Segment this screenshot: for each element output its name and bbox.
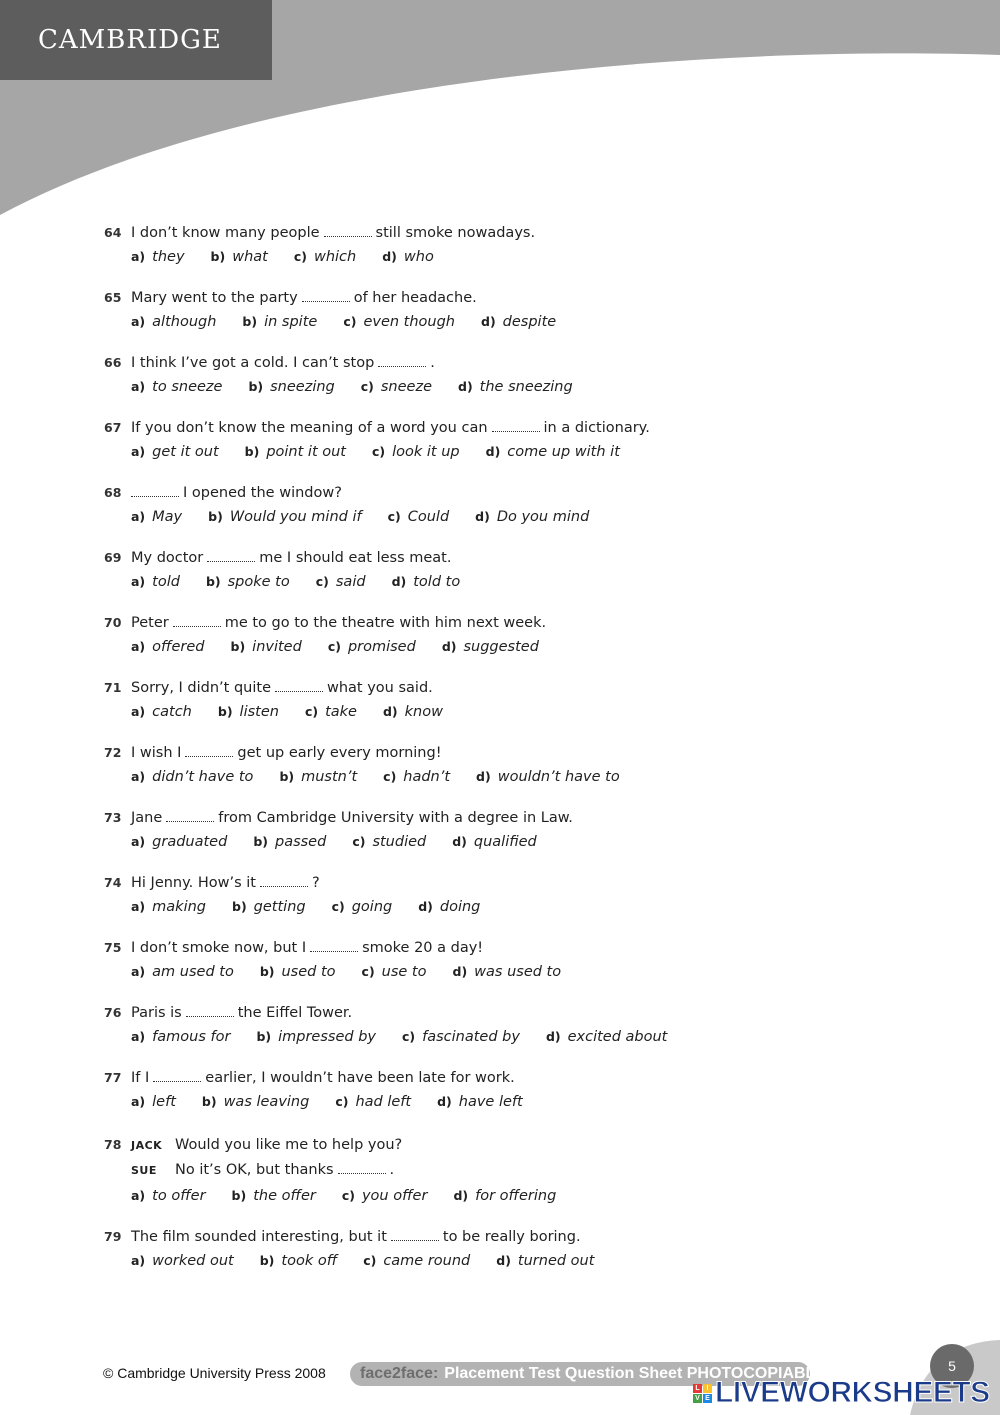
answer-blank[interactable] [378,352,426,367]
question-number: 79 [104,1229,122,1244]
option-a[interactable]: a) didn’t have to [131,769,254,785]
question-72 [104,742,924,790]
question-76 [104,1002,924,1050]
option-d[interactable]: d) the sneezing [458,379,573,395]
question-number: 72 [104,745,122,760]
answer-blank[interactable] [492,417,540,432]
question-number: 73 [104,810,122,825]
option-b[interactable]: b) mustn’t [279,769,358,785]
question-number: 64 [104,225,122,240]
option-a[interactable]: a) graduated [131,834,228,850]
question-text-before: Paris is [131,1005,182,1021]
options-row [131,504,924,530]
dialogue-text-after: . [389,1162,395,1178]
options-row [131,374,924,400]
question-text-after: me to go to the theatre with him next week. [224,615,547,631]
options-row [131,309,924,335]
option-c[interactable]: c) came round [363,1253,471,1269]
option-d[interactable]: d) excited about [545,1029,668,1045]
question-number: 75 [104,940,122,955]
option-b[interactable]: b) took off [259,1253,338,1269]
question-text-after: get up early every morning! [237,745,442,761]
option-b[interactable]: b) getting [232,899,306,915]
option-c[interactable]: c) hadn’t [383,769,451,785]
option-c[interactable]: c) use to [361,964,427,980]
question-78 [104,1132,924,1209]
dialogue-line-sue [131,1158,924,1183]
liveworksheets-wordmark: LIVEWORKSHEETS [715,1376,990,1409]
option-d[interactable]: d) come up with it [485,444,620,460]
answer-blank[interactable] [275,677,323,692]
dialogue-line-jack [131,1133,402,1158]
question-text-after: in a dictionary. [543,420,650,436]
option-b[interactable]: b) used to [259,964,336,980]
option-a[interactable]: a) left [131,1094,176,1110]
question-65 [104,287,924,335]
question-number: 66 [104,355,122,370]
answer-blank[interactable] [185,742,233,757]
options-row [131,244,924,270]
option-d[interactable]: d) who [382,249,434,265]
option-d[interactable]: d) doing [418,899,481,915]
question-text-after: . [430,355,435,371]
question-text-before: The film sounded interesting, but it [131,1229,387,1245]
question-text-after: of her headache. [353,290,477,306]
option-b[interactable]: b) point it out [244,444,346,460]
brand-name: CAMBRIDGE [38,25,222,55]
option-b[interactable]: b) invited [230,639,302,655]
option-c[interactable]: c) even though [343,314,455,330]
answer-blank[interactable] [166,807,214,822]
dialogue-text-before: No it’s OK, but thanks [175,1162,334,1178]
question-67 [104,417,924,465]
options-row [131,569,924,595]
options-row [131,634,924,660]
option-b[interactable]: b) impressed by [256,1029,376,1045]
option-c[interactable]: c) Could [387,509,450,525]
option-b[interactable]: b) Would you mind if [208,509,362,525]
option-a[interactable]: a) get it out [131,444,219,460]
question-text-before: I think I’ve got a cold. I can’t stop [131,355,375,371]
option-c[interactable]: c) sneeze [360,379,432,395]
liveworksheets-mark-icon: L I V E [693,1384,712,1403]
answer-blank[interactable] [302,287,350,302]
option-d[interactable]: d) for offering [453,1188,557,1204]
question-68 [104,482,924,530]
option-a[interactable]: a) famous for [131,1029,231,1045]
option-d[interactable]: d) was used to [452,964,562,980]
question-number: 78 [104,1137,122,1152]
answer-blank[interactable] [310,937,358,952]
option-d[interactable]: d) know [382,704,443,720]
option-c[interactable]: c) take [304,704,357,720]
question-number: 74 [104,875,122,890]
answer-blank[interactable] [207,547,255,562]
option-a[interactable]: a) May [131,509,183,525]
option-d[interactable]: d) Do you mind [475,509,590,525]
option-c[interactable]: c) had left [335,1094,412,1110]
footer-banner-text: Placement Test Question Sheet PHOTOCOPIABLE [444,1365,826,1382]
option-d[interactable]: d) wouldn’t have to [476,769,620,785]
dialogue-text: Would you like me to help you? [175,1137,403,1153]
speaker-jack: JACK [131,1139,163,1152]
option-a[interactable]: a) they [131,249,185,265]
option-a[interactable]: a) to offer [131,1188,206,1204]
question-number: 70 [104,615,122,630]
option-a[interactable]: a) told [131,574,180,590]
option-c[interactable]: c) look it up [372,444,460,460]
question-text-before: If you don’t know the meaning of a word you can [131,420,488,436]
question-text-before: Jane [131,810,163,826]
question-text-after: what you said. [327,680,433,696]
copyright-text: © Cambridge University Press 2008 [103,1365,326,1381]
option-d[interactable]: d) qualified [452,834,537,850]
liveworksheets-logo[interactable] [693,1376,990,1410]
question-text-after: earlier, I wouldn’t have been late for work. [205,1070,515,1086]
option-c[interactable]: c) said [315,574,366,590]
option-c[interactable]: c) which [293,249,357,265]
option-c[interactable]: c) promised [327,639,416,655]
question-text-before: If I [131,1070,150,1086]
option-b[interactable]: b) the offer [231,1188,316,1204]
options-row [131,1024,924,1050]
question-number: 77 [104,1070,122,1085]
answer-blank[interactable] [338,1159,386,1174]
question-73 [104,807,924,855]
question-text-before: Sorry, I didn’t quite [131,680,271,696]
question-text-after: from Cambridge University with a degree in Law. [218,810,573,826]
speaker-sue: SUE [131,1164,157,1177]
option-a[interactable]: a) worked out [131,1253,234,1269]
option-c[interactable]: c) you offer [341,1188,428,1204]
question-70 [104,612,924,660]
option-b[interactable]: b) in spite [242,314,318,330]
options-row [131,959,924,985]
answer-blank[interactable] [391,1226,439,1241]
question-text-before: Peter [131,615,169,631]
option-d[interactable]: d) told to [391,574,461,590]
page-footer [0,1340,1000,1415]
answer-blank[interactable] [173,612,221,627]
question-number: 68 [104,485,122,500]
question-text-after: me I should eat less meat. [259,550,452,566]
options-row [131,1183,924,1209]
question-79 [104,1226,924,1274]
option-a[interactable]: a) offered [131,639,205,655]
options-row [131,829,924,855]
option-a[interactable]: a) making [131,899,206,915]
option-d[interactable]: d) have left [437,1094,523,1110]
option-b[interactable]: b) was leaving [201,1094,310,1110]
option-c[interactable]: c) going [331,899,393,915]
option-a[interactable]: a) although [131,314,217,330]
question-number: 65 [104,290,122,305]
question-text-before: My doctor [131,550,204,566]
option-d[interactable]: d) despite [481,314,557,330]
question-text-before: Hi Jenny. How’s it [131,875,256,891]
answer-blank[interactable] [324,222,372,237]
cambridge-logo [0,0,272,80]
page-number: 5 [948,1358,956,1374]
options-row [131,699,924,725]
options-row [131,894,924,920]
answer-blank[interactable] [153,1067,201,1082]
question-74 [104,872,924,920]
question-text-before: I don’t smoke now, but I [131,940,307,956]
face2face-brand: face2face: [360,1365,439,1382]
option-c[interactable]: c) studied [352,834,427,850]
question-text-after: ? [311,875,320,891]
question-text-after: I opened the window? [183,485,342,501]
question-64 [104,222,924,270]
question-66 [104,352,924,400]
option-b[interactable]: b) listen [217,704,279,720]
option-b[interactable]: b) sneezing [248,379,335,395]
option-d[interactable]: d) turned out [496,1253,595,1269]
question-text-before: I wish I [131,745,182,761]
option-a[interactable]: a) to sneeze [131,379,223,395]
option-b[interactable]: b) spoke to [205,574,290,590]
options-row [131,1248,924,1274]
question-text-after: to be really boring. [442,1229,581,1245]
options-row [131,764,924,790]
question-text-before: I don’t know many people [131,225,320,241]
answer-blank[interactable] [131,482,179,497]
answer-blank[interactable] [260,872,308,887]
question-text-after: still smoke nowadays. [375,225,536,241]
option-a[interactable]: a) am used to [131,964,234,980]
question-text-before: Mary went to the party [131,290,298,306]
question-number: 69 [104,550,122,565]
options-row [131,1089,924,1115]
question-number: 76 [104,1005,122,1020]
options-row [131,439,924,465]
answer-blank[interactable] [186,1002,234,1017]
option-a[interactable]: a) catch [131,704,192,720]
question-71 [104,677,924,725]
question-75 [104,937,924,985]
question-text-after: the Eiffel Tower. [237,1005,353,1021]
option-b[interactable]: b) what [210,249,268,265]
question-list [104,222,924,1291]
question-number: 71 [104,680,122,695]
question-69 [104,547,924,595]
question-number: 67 [104,420,122,435]
option-d[interactable]: d) suggested [441,639,539,655]
question-text-after: smoke 20 a day! [362,940,484,956]
option-b[interactable]: b) passed [253,834,327,850]
question-77 [104,1067,924,1115]
option-c[interactable]: c) fascinated by [401,1029,520,1045]
